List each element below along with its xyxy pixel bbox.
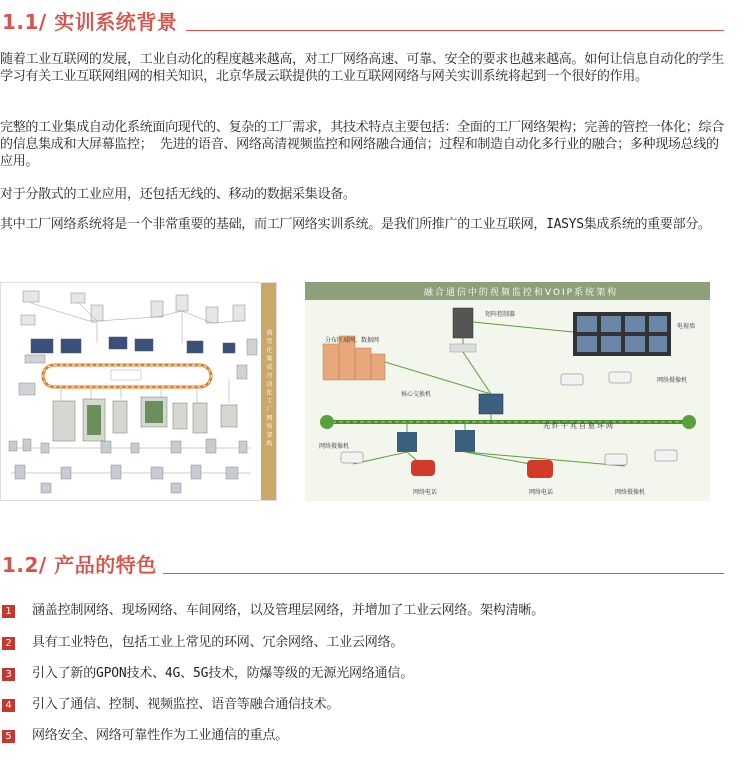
paragraph: 随着工业互联网的发展，工业自动化的程度越来越高，对工厂网络高速、可靠、安全的要求也越来越高。如何让信息自动化的学生学习有关工业互联网组网的相关知识，北京华晟云联提供的工业互联网网络与网关实训系统将起到一个很好的作用。 (0, 52, 724, 84)
heading-divider (186, 30, 724, 31)
section-heading (0, 549, 724, 583)
wall-label: 电视墙 (677, 323, 696, 330)
side-label-char: 工 (266, 398, 273, 405)
side-label-char: 网 (266, 415, 273, 422)
feature-number-badge: 1 (2, 605, 15, 618)
side-label-char: 化 (266, 389, 273, 397)
camera-left-label: 网络摄像机 (319, 443, 350, 450)
control-label: 矩阵控制器 (485, 311, 516, 318)
section-heading (0, 6, 724, 40)
zone-label: 分布区域网、数据网 (325, 337, 380, 344)
network-label: 光纤千兆自愈环网 (543, 422, 615, 430)
side-label-char: 型 (266, 338, 273, 346)
banner-text: 融合通信中的视频监控和VOIP系统架构 (423, 288, 619, 298)
feature-item (0, 696, 724, 714)
feature-number-badge: 4 (2, 699, 15, 712)
feature-number-badge: 3 (2, 668, 15, 681)
section-title: 1.2/ 产品的特色 (2, 553, 157, 577)
feature-text: 涵盖控制网络、现场网络、车间网络，以及管理层网络，并增加了工业云网络。架构清晰。 (32, 603, 545, 618)
feature-text: 引入了新的GPON技术、4G、5G技术，防爆等级的无源光网络通信。 (32, 666, 414, 681)
feature-item (0, 634, 724, 652)
feature-text: 网络安全、网络可靠性作为工业通信的重点。 (32, 728, 289, 743)
factory-network-diagram (0, 282, 277, 501)
side-label-char: 成 (266, 364, 273, 371)
phone-label: 网络电话 (413, 489, 438, 496)
phone-label: 网络电话 (529, 489, 554, 496)
feature-item (0, 665, 724, 683)
feature-number-badge: 2 (2, 637, 15, 650)
side-label-char: 化 (266, 347, 273, 354)
paragraph: 完整的工业集成自动化系统面向现代的、复杂的工厂需求，其技术特点主要包括：全面的工厂网络架构；完善的管控一体化；综合的信息集成和大屏幕监控； 先进的语音、网络高清视频监控和网络融合通信；过程和制造自动化多行业的融合；多种现场总线的应用。 (0, 120, 724, 169)
side-label-char: 架 (266, 432, 273, 439)
side-label-char: 典 (266, 330, 273, 337)
feature-text: 具有工业特色，包括工业上常见的环网、冗余网络、工业云网络。 (32, 635, 404, 650)
feature-number-badge: 5 (2, 730, 15, 743)
voip-surveillance-diagram (305, 282, 710, 501)
switch-label: 核心交换机 (401, 391, 432, 398)
section-title: 1.1/ 实训系统背景 (2, 10, 178, 34)
side-label-char: 集 (266, 355, 273, 363)
feature-item (0, 727, 724, 745)
camera-label: 网络摄像机 (657, 377, 688, 384)
side-label-char: 构 (266, 440, 273, 448)
camera-bottom-label: 网络摄像机 (615, 489, 646, 496)
side-label-char: 动 (266, 381, 273, 388)
side-label-char: 络 (266, 423, 273, 431)
heading-divider (163, 573, 724, 574)
feature-text: 引入了通信、控制、视频监控、语音等融合通信技术。 (32, 697, 340, 712)
side-label-char: 厂 (266, 406, 273, 414)
side-label-char: 自 (266, 372, 273, 380)
feature-item (0, 602, 724, 620)
paragraph: 其中工厂网络系统将是一个非常重要的基础，而工厂网络实训系统。是我们所推广的工业互联网，IASYS集成系统的重要部分。 (0, 217, 711, 232)
paragraph: 对于分散式的工业应用，还包括无线的、移动的数据采集设备。 (0, 187, 356, 202)
